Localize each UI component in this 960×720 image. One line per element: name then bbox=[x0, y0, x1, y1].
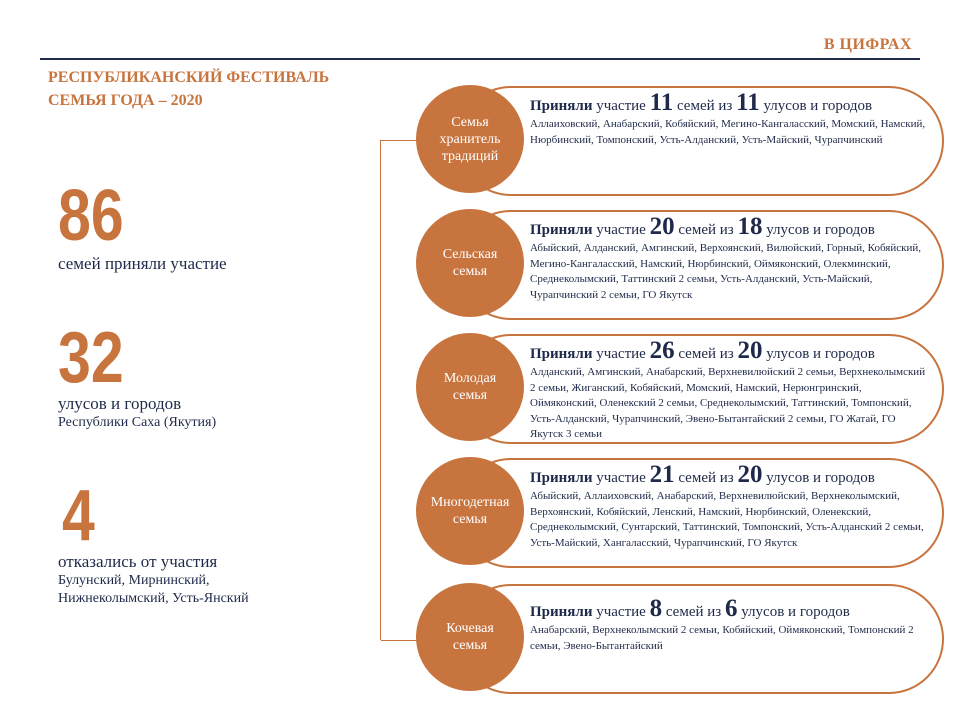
accepted-word: Приняли bbox=[530, 470, 593, 486]
connector-tick bbox=[381, 640, 421, 641]
nomination-text bbox=[530, 461, 930, 551]
nomination-row bbox=[416, 210, 942, 318]
nomination-circle bbox=[416, 85, 524, 193]
families-of-word: семей из bbox=[676, 98, 733, 114]
nomination-circle bbox=[416, 209, 524, 317]
accepted-word: Приняли bbox=[530, 98, 593, 114]
families-count: 20 bbox=[649, 213, 675, 240]
nomination-row bbox=[416, 458, 942, 566]
regions-count: 6 bbox=[724, 595, 738, 622]
nomination-lead bbox=[530, 337, 930, 365]
regions-list: Абыйский, Аллаиховский, Анабарский, Верхневилюйский, Верхнеколымский, Верхоянский, Кобяйский, Ленский, Намский, Нюрбинский, Оленекский, Среднеколымский, Сунтарский, Таттинский, Томпонский, Усть-Алданский 2 семьи, Усть-Майский, Хангаласский, Чурапчинский, ГО Якутск bbox=[530, 490, 924, 549]
regions-list: Аллаиховский, Анабарский, Кобяйский, Мегино-Кангаласский, Момский, Намский, Нюрбинский, Томпонский, Усть-Алданский, Усть-Майский, Чурапчинский bbox=[530, 118, 926, 146]
nomination-row bbox=[416, 584, 942, 692]
families-of-word: семей из bbox=[678, 222, 734, 238]
nomination-label: Сельская семья bbox=[442, 247, 498, 279]
regions-list: Анабарский, Верхнеколымский 2 семьи, Кобяйский, Оймяконский, Томпонский 2 семьи, Эвено-Бытантайский bbox=[530, 624, 914, 652]
stat-subcaption: Республики Саха (Якутия) bbox=[58, 415, 217, 430]
nomination-text bbox=[530, 595, 930, 654]
nomination-label: Кочевая семья bbox=[446, 621, 494, 653]
stat-number: 32 bbox=[58, 318, 124, 398]
regions-count: 18 bbox=[737, 213, 763, 240]
participation-word: участие bbox=[596, 470, 646, 486]
regions-count: 11 bbox=[736, 89, 760, 116]
families-count: 8 bbox=[649, 595, 663, 622]
nomination-label: Семья хранитель традиций bbox=[439, 114, 501, 164]
stat-families bbox=[58, 176, 227, 274]
connector-bracket bbox=[380, 140, 421, 640]
nomination-lead bbox=[530, 595, 930, 623]
regions-word: улусов и городов bbox=[766, 222, 875, 238]
stat-regions bbox=[58, 318, 217, 432]
nomination-circle bbox=[416, 583, 524, 691]
families-of-word: семей из bbox=[665, 604, 722, 620]
top-rule bbox=[40, 58, 920, 60]
accepted-word: Приняли bbox=[530, 346, 593, 362]
nomination-lead bbox=[530, 89, 930, 117]
connector-tick bbox=[381, 140, 421, 141]
accepted-word: Приняли bbox=[530, 222, 593, 238]
nomination-circle bbox=[416, 457, 524, 565]
families-count: 26 bbox=[649, 337, 675, 364]
participation-word: участие bbox=[596, 604, 646, 620]
stat-caption: отказались от участия bbox=[58, 552, 218, 571]
nomination-row bbox=[416, 86, 942, 194]
regions-word: улусов и городов bbox=[766, 470, 875, 486]
regions-word: улусов и городов bbox=[741, 604, 850, 620]
regions-count: 20 bbox=[737, 337, 763, 364]
stat-subcaption: Булунский, Мирнинский, Нижнеколымский, Усть-Янский bbox=[58, 573, 249, 606]
section-label: В ЦИФРАХ bbox=[823, 36, 912, 53]
participation-word: участие bbox=[596, 222, 646, 238]
nomination-lead bbox=[530, 461, 930, 489]
regions-list: Абыйский, Алданский, Амгинский, Верхоянский, Вилюйский, Горный, Кобяйский, Мегино-Кангаласский, Намский, Нюрбинский, Оймяконский, Олекминский, Среднеколымский, Таттинский 2 семьи, Усть-Алданский, Усть-Майский, Чурапчинский 2 семьи, ГО Якутск bbox=[530, 242, 921, 301]
nomination-label: Молодая семья bbox=[443, 371, 497, 403]
stat-declined bbox=[58, 476, 288, 608]
nomination-label: Многодетная семья bbox=[430, 495, 510, 527]
nomination-circle bbox=[416, 333, 524, 441]
families-of-word: семей из bbox=[678, 346, 734, 362]
title-line-2: СЕМЬЯ ГОДА – 2020 bbox=[48, 92, 203, 109]
stat-number: 4 bbox=[62, 476, 95, 556]
nomination-text bbox=[530, 89, 930, 148]
nomination-row bbox=[416, 334, 942, 442]
stat-caption: улусов и городов bbox=[58, 394, 182, 413]
regions-word: улусов и городов bbox=[763, 98, 873, 114]
regions-word: улусов и городов bbox=[766, 346, 875, 362]
nomination-lead bbox=[530, 213, 930, 241]
stat-caption: семей приняли участие bbox=[58, 254, 227, 273]
participation-word: участие bbox=[596, 346, 646, 362]
regions-list: Алданский, Амгинский, Анабарский, Верхневилюйский 2 семьи, Верхнеколымский 2 семьи, Жиганский, Кобяйский, Момский, Намский, Нерюнгринский, Оймяконский, Оленекский 2 семьи, Среднеколымский, Таттинский, Томпонский, Усть-Алданский, Чурапчинский, Эвено-Бытантайский 2 семьи, ГО Жатай, ГО Якутск 3 семьи bbox=[530, 366, 926, 441]
nomination-text bbox=[530, 213, 930, 303]
regions-count: 20 bbox=[737, 461, 763, 488]
title-line-1: РЕСПУБЛИКАНСКИЙ ФЕСТИВАЛЬ bbox=[48, 69, 330, 86]
page-title bbox=[48, 66, 329, 112]
stat-number: 86 bbox=[58, 176, 124, 256]
families-of-word: семей из bbox=[678, 470, 734, 486]
accepted-word: Приняли bbox=[530, 604, 593, 620]
nomination-text bbox=[530, 337, 930, 443]
families-count: 11 bbox=[649, 89, 674, 116]
families-count: 21 bbox=[649, 461, 675, 488]
participation-word: участие bbox=[596, 98, 646, 114]
